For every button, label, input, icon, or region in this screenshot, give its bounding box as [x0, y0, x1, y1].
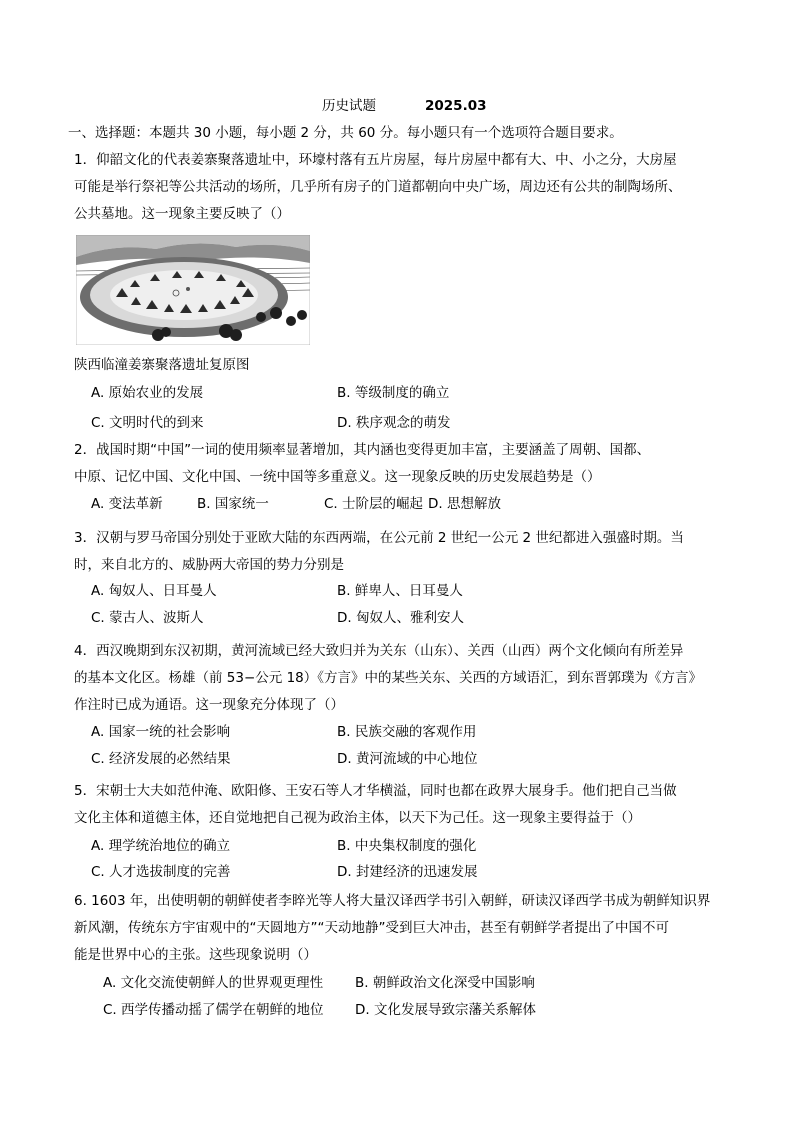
- q5-line-1: 5．宋朝士大夫如范仲淹、欧阳修、王安石等人才华横溢，同时也都在政界大展身手。他们把自己当做: [74, 783, 677, 799]
- q1-option-b: B. 等级制度的确立: [337, 385, 450, 401]
- q1-line-1: 1．仰韶文化的代表姜寨聚落遗址中，环壕村落有五片房屋，每片房屋中都有大、中、小之分，大房屋: [74, 152, 677, 168]
- q5-option-d: D. 封建经济的迅速发展: [337, 864, 478, 880]
- q4-option-c: C. 经济发展的必然结果: [91, 751, 231, 767]
- q6-line-2: 新风潮，传统东方宇宙观中的“天圆地方”“天动地静”受到巨大冲击，甚至有朝鲜学者提出了中国不可: [74, 920, 669, 936]
- q5-line-2: 文化主体和道德主体，还自觉地把自己视为政治主体，以天下为己任。这一现象主要得益于（）: [74, 810, 641, 826]
- q2-option-b: B. 国家统一: [197, 496, 269, 512]
- section-heading: 一、选择题：本题共 30 小题，每小题 2 分，共 60 分。每小题只有一个选项符合题目要求。: [68, 125, 623, 141]
- q3-option-b: B. 鲜卑人、日耳曼人: [337, 583, 463, 599]
- q3-line-1: 3．汉朝与罗马帝国分别处于亚欧大陆的东西两端，在公元前 2 世纪一公元 2 世纪都进入强盛时期。当: [74, 530, 684, 546]
- q6-line-1: 6. 1603 年，出使明朝的朝鲜使者李睟光等人将大量汉译西学书引入朝鲜，研读汉译西学书成为朝鲜知识界: [74, 893, 711, 909]
- q4-option-a: A. 国家一统的社会影响: [91, 724, 231, 740]
- q6-option-d: D. 文化发展导致宗藩关系解体: [355, 1002, 536, 1018]
- q1-option-d: D. 秩序观念的萌发: [337, 415, 451, 431]
- q1-option-a: A. 原始农业的发展: [91, 385, 204, 401]
- q4-line-1: 4．西汉晚期到东汉初期，黄河流域已经大致归并为关东（山东）、关西（山西）两个文化倾向有所差异: [74, 643, 684, 659]
- exam-date: 2025.03: [425, 98, 487, 114]
- q4-line-2: 的基本文化区。杨雄（前 53−公元 18）《方言》中的某些关东、关西的方域语汇，到东晋郭璞为《方言》: [74, 670, 702, 686]
- q3-line-2: 时，来自北方的、威胁两大帝国的势力分别是: [74, 557, 344, 573]
- q5-option-a: A. 理学统治地位的确立: [91, 838, 231, 854]
- q2-option-c: C. 士阶层的崛起: [324, 496, 424, 512]
- q1-line-2: 可能是举行祭祀等公共活动的场所，几乎所有房子的门道都朝向中央广场，周边还有公共的制陶场所、: [74, 179, 682, 195]
- q6-option-a: A. 文化交流使朝鲜人的世界观更理性: [103, 975, 324, 991]
- q4-line-3: 作注时已成为通语。这一现象充分体现了（）: [74, 697, 344, 713]
- q3-option-a: A. 匈奴人、日耳曼人: [91, 583, 217, 599]
- q2-option-a: A. 变法革新: [91, 496, 163, 512]
- q2-line-1: 2．战国时期“中国”一词的使用频率显著增加，其内涵也变得更加丰富，主要涵盖了周朝、国都、: [74, 442, 651, 458]
- q4-option-b: B. 民族交融的客观作用: [337, 724, 477, 740]
- figure-caption: 陕西临潼姜寨聚落遗址复原图: [74, 357, 250, 373]
- q3-option-d: D. 匈奴人、雅利安人: [337, 610, 464, 626]
- q6-line-3: 能是世界中心的主张。这些现象说明（）: [74, 947, 317, 963]
- q1-option-c: C. 文明时代的到来: [91, 415, 204, 431]
- q5-option-c: C. 人才选拔制度的完善: [91, 864, 231, 880]
- settlement-illustration: [76, 235, 310, 345]
- q6-option-b: B. 朝鲜政治文化深受中国影响: [355, 975, 535, 991]
- q2-line-2: 中原、记忆中国、文化中国、一统中国等多重意义。这一现象反映的历史发展趋势是（）: [74, 469, 601, 485]
- q1-line-3: 公共墓地。这一现象主要反映了（）: [74, 206, 290, 222]
- q5-option-b: B. 中央集权制度的强化: [337, 838, 477, 854]
- q4-option-d: D. 黄河流域的中心地位: [337, 751, 478, 767]
- q3-option-c: C. 蒙古人、波斯人: [91, 610, 204, 626]
- page-title: 历史试题: [322, 98, 376, 114]
- q2-option-d: D. 思想解放: [428, 496, 501, 512]
- q6-option-c: C. 西学传播动摇了儒学在朝鲜的地位: [103, 1002, 324, 1018]
